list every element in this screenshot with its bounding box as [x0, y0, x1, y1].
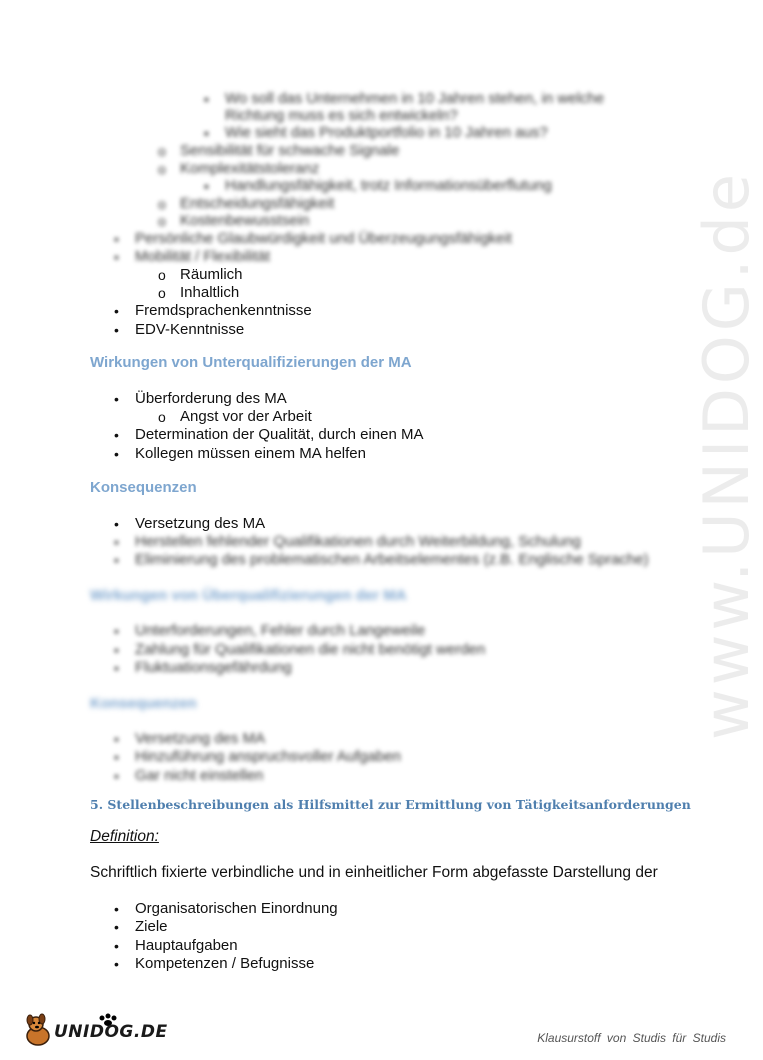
sub-bullet: o — [158, 267, 166, 283]
bullet: • — [114, 623, 119, 639]
square-bullet: ▪ — [204, 91, 209, 107]
blurred-line: Komplexitätstoleranz — [180, 160, 320, 177]
sub-bullet: o — [158, 196, 166, 212]
list-item: Überforderung des MA — [135, 390, 287, 407]
bullet: • — [114, 516, 119, 532]
blurred-line: Versetzung des MA — [135, 730, 266, 747]
list-item: Kompetenzen / Befugnisse — [135, 955, 315, 972]
bullet: • — [114, 901, 119, 917]
blurred-line: Sensibilität für schwache Signale — [180, 142, 400, 159]
unidog-logo-text: UNIDOG.DE — [54, 1022, 168, 1042]
bullet: • — [114, 303, 119, 319]
blurred-line: Hinzuführung anspruchsvoller Aufgaben — [135, 748, 402, 765]
bullet: • — [114, 391, 119, 407]
blurred-line: Mobilität / Flexibilität — [135, 248, 271, 265]
bullet: • — [114, 427, 119, 443]
square-bullet: ▪ — [204, 178, 209, 194]
definition-text: Schriftlich fixierte verbindliche und in einheitlicher Form abgefasste Darstellung der — [90, 864, 658, 881]
section-heading-consequences-2: Konsequenzen — [90, 695, 197, 712]
blurred-line: Herstellen fehlender Qualifikationen durch Weiterbildung, Schulung — [135, 533, 581, 550]
bullet: • — [114, 552, 119, 568]
blurred-line: Zahlung für Qualifikationen die nicht benötigt werden — [135, 641, 486, 658]
list-item: Ziele — [135, 918, 168, 935]
blurred-line: Gar nicht einstellen — [135, 767, 264, 784]
list-item: Versetzung des MA — [135, 515, 266, 532]
blurred-line: Kostenbewusstsein — [180, 212, 310, 229]
footer-tagline: Klausurstoff von Studis für Studis — [537, 1031, 726, 1045]
list-item: Determination der Qualität, durch einen MA — [135, 426, 424, 443]
sub-bullet: o — [158, 285, 166, 301]
blurred-line: Handlungsfähigkeit, trotz Informationsüberflutung — [225, 177, 552, 194]
definition-label: Definition: — [90, 828, 159, 845]
section-heading-consequences: Konsequenzen — [90, 479, 197, 496]
bullet: • — [114, 322, 119, 338]
list-item: Kollegen müssen einem MA helfen — [135, 445, 366, 462]
bullet: • — [114, 642, 119, 658]
bullet: • — [114, 768, 119, 784]
bullet: • — [114, 731, 119, 747]
blurred-line: Wo soll das Unternehmen in 10 Jahren stehen, in welche — [225, 90, 605, 107]
section-heading-underqualification: Wirkungen von Unterqualifizierungen der MA — [90, 354, 412, 371]
blurred-line: Unterforderungen, Fehler durch Langeweile — [135, 622, 426, 639]
blurred-line: Richtung muss es sich entwickeln? — [225, 107, 458, 124]
bullet: • — [114, 231, 119, 247]
sub-bullet: o — [158, 213, 166, 229]
list-item: Räumlich — [180, 266, 243, 283]
section-5-heading: 5. Stellenbeschreibungen als Hilfsmittel zur Ermittlung von Tätigkeitsanforderungen — [90, 797, 691, 812]
bullet: • — [114, 938, 119, 954]
square-bullet: ▪ — [204, 125, 209, 141]
bullet: • — [114, 660, 119, 676]
bullet: • — [114, 534, 119, 550]
section-heading-overqualification: Wirkungen von Überqualifizierungen der MA — [90, 587, 407, 604]
blurred-line: Eliminierung des problematischen Arbeitselementes (z.B. Englische Sprache) — [135, 551, 649, 568]
list-item: Hauptaufgaben — [135, 937, 238, 954]
list-item: EDV-Kenntnisse — [135, 321, 245, 338]
blurred-line: Persönliche Glaubwürdigkeit und Überzeugungsfähigkeit — [135, 230, 512, 247]
watermark: www.UNIDOG.de — [690, 170, 763, 740]
bullet: • — [114, 249, 119, 265]
blurred-line: Wie sieht das Produktportfolio in 10 Jahren aus? — [225, 124, 548, 141]
bullet: • — [114, 749, 119, 765]
bullet: • — [114, 919, 119, 935]
bullet: • — [114, 956, 119, 972]
list-item: Inhaltlich — [180, 284, 240, 301]
blurred-line: Fluktuationsgefährdung — [135, 659, 292, 676]
list-item: Fremdsprachenkenntnisse — [135, 302, 312, 319]
blurred-line: Entscheidungsfähigkeit — [180, 195, 335, 212]
sub-bullet: o — [158, 409, 166, 425]
bullet: • — [114, 446, 119, 462]
list-item: Angst vor der Arbeit — [180, 408, 312, 425]
list-item: Organisatorischen Einordnung — [135, 900, 338, 917]
sub-bullet: o — [158, 161, 166, 177]
sub-bullet: o — [158, 143, 166, 159]
